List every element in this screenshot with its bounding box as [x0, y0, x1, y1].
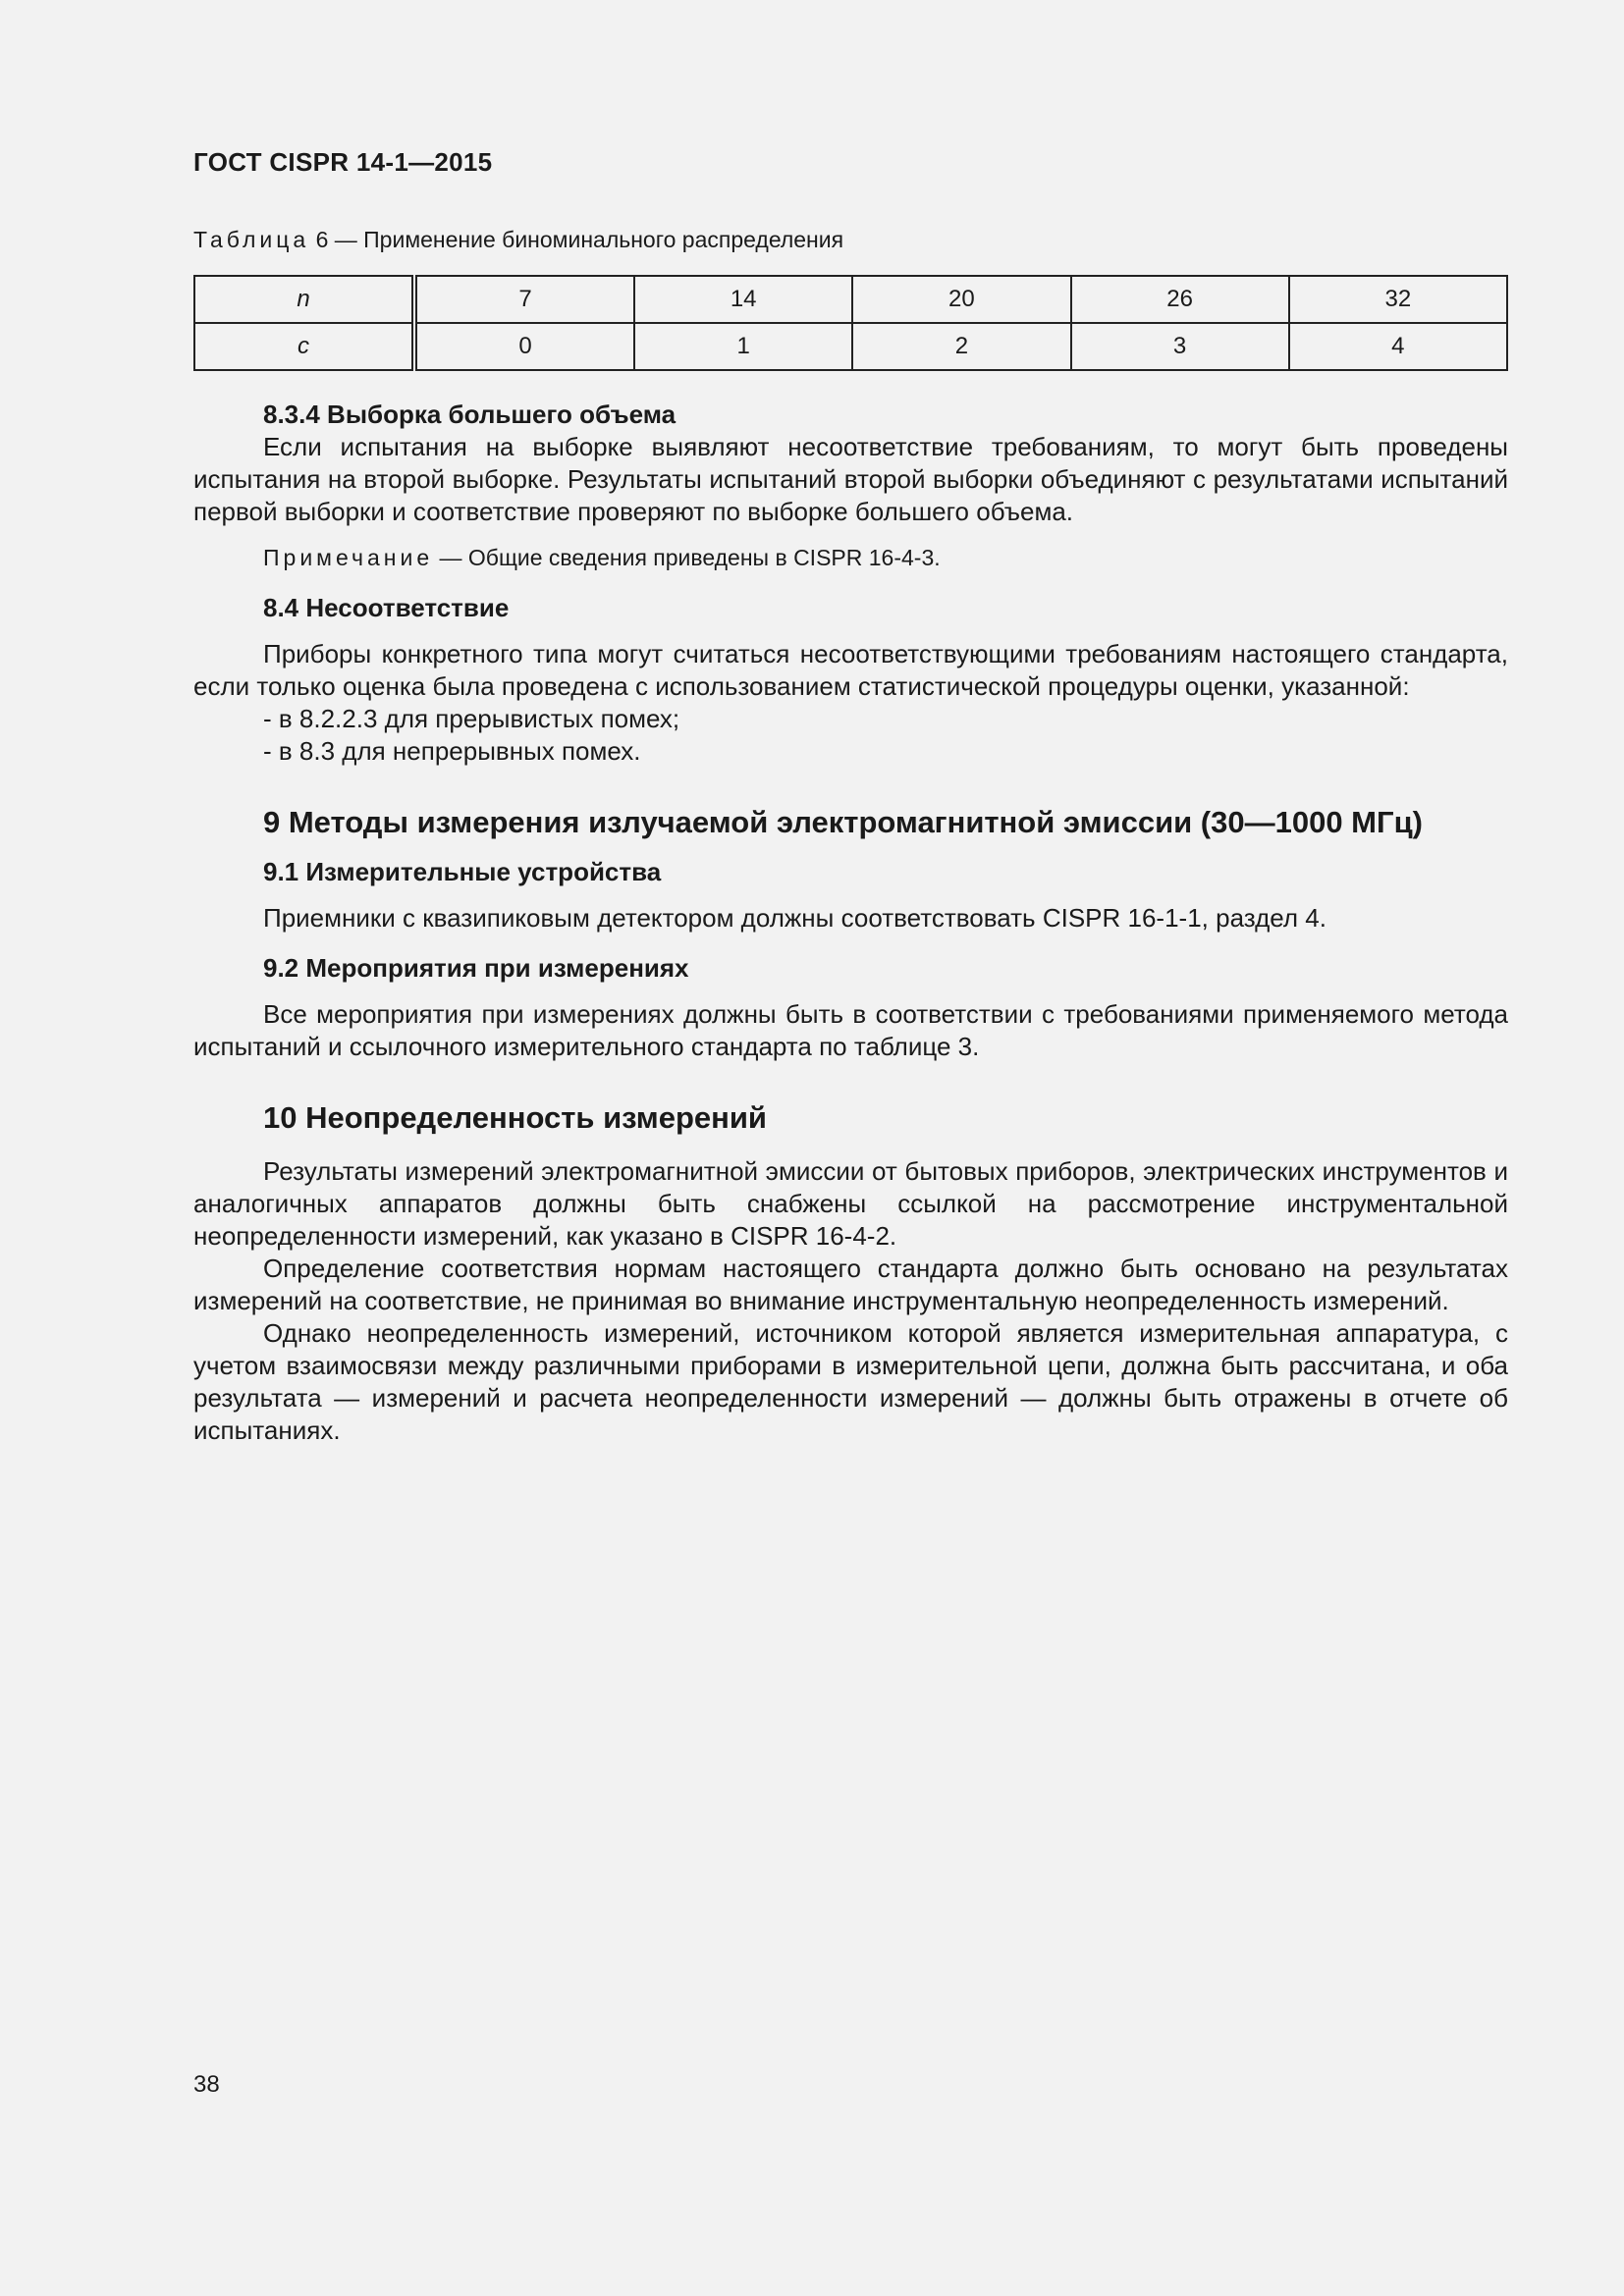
- paragraph: Если испытания на выборке выявляют несоответствие требованиям, то могут быть проведены испытания на второй выборке. Результаты испытаний второй выборки объединяют с результатами испытаний первой выборки и соответствие проверяют по выборке большего объема.: [193, 432, 1508, 526]
- page-number: 38: [193, 2071, 220, 2098]
- note: [193, 542, 1508, 574]
- section-heading-8-4: 8.4 Несоответствие: [263, 593, 510, 622]
- table-cell: 3: [1071, 323, 1289, 370]
- table-cell: 7: [414, 276, 634, 323]
- table-cell: 14: [634, 276, 852, 323]
- table-row-header: c: [194, 323, 414, 370]
- paragraph: Определение соответствия нормам настоящего стандарта должно быть основано на результатах измерений на соответствие, не принимая во внимание инструментальную неопределенность измерений.: [193, 1254, 1508, 1315]
- table-cell: 0: [414, 323, 634, 370]
- table-caption-text: 6 — Применение биноминального распределения: [315, 227, 844, 252]
- table-row: [194, 323, 1507, 370]
- paragraph: Однако неопределенность измерений, источником которой является измерительная аппаратура, с учетом взаимосвязи между различными приборами в измерительной цепи, должна быть рассчитана, и оба результата — измерений и расчета неопределенности измерений — должны быть отражены в отчете об испытаниях.: [193, 1318, 1508, 1445]
- paragraph: Все мероприятия при измерениях должны быть в соответствии с требованиями применяемого метода испытаний и ссылочного измерительного стандарта по таблице 3.: [193, 999, 1508, 1061]
- table-cell: 26: [1071, 276, 1289, 323]
- table-caption-label: Таблица: [193, 227, 310, 252]
- document-body: [193, 399, 1508, 1447]
- paragraph: Результаты измерений электромагнитной эмиссии от бытовых приборов, электрических инструментов и аналогичных аппаратов должны быть снабжены ссылкой на рассмотрение инструментальной неопределенности измерений, как указано в CISPR 16-4-2.: [193, 1156, 1508, 1251]
- table-cell: 32: [1289, 276, 1507, 323]
- section-heading-10: 10 Неопределенность измерений: [263, 1100, 767, 1135]
- document-header: ГОСТ CISPR 14-1—2015: [193, 147, 493, 177]
- section-heading-9-1: 9.1 Измерительные устройства: [263, 857, 662, 886]
- table-row: [194, 276, 1507, 323]
- table-cell: 2: [852, 323, 1070, 370]
- note-text: — Общие сведения приведены в CISPR 16-4-3.: [433, 545, 941, 570]
- section-heading-9: 9 Методы измерения излучаемой электромагнитной эмиссии (30—1000 МГц): [263, 805, 1423, 839]
- table-cell: 1: [634, 323, 852, 370]
- paragraph: Приборы конкретного типа могут считаться несоответствующими требованиям настоящего стандарта, если только оценка была проведена с использованием статистической процедуры оценки, указанной:: [193, 639, 1508, 701]
- paragraph: Приемники с квазипиковым детектором должны соответствовать CISPR 16-1-1, раздел 4.: [263, 903, 1326, 933]
- section-heading-8-3-4: 8.3.4 Выборка большего объема: [263, 400, 677, 429]
- section-heading-9-2: 9.2 Мероприятия при измерениях: [263, 953, 689, 983]
- table-row-header: n: [194, 276, 414, 323]
- note-label: Примечание: [263, 545, 434, 570]
- list-item: - в 8.2.2.3 для прерывистых помех;: [263, 704, 680, 733]
- table-caption: [193, 227, 843, 253]
- table-cell: 4: [1289, 323, 1507, 370]
- table-cell: 20: [852, 276, 1070, 323]
- binomial-table: [193, 275, 1508, 371]
- list-item: - в 8.3 для непрерывных помех.: [263, 736, 641, 766]
